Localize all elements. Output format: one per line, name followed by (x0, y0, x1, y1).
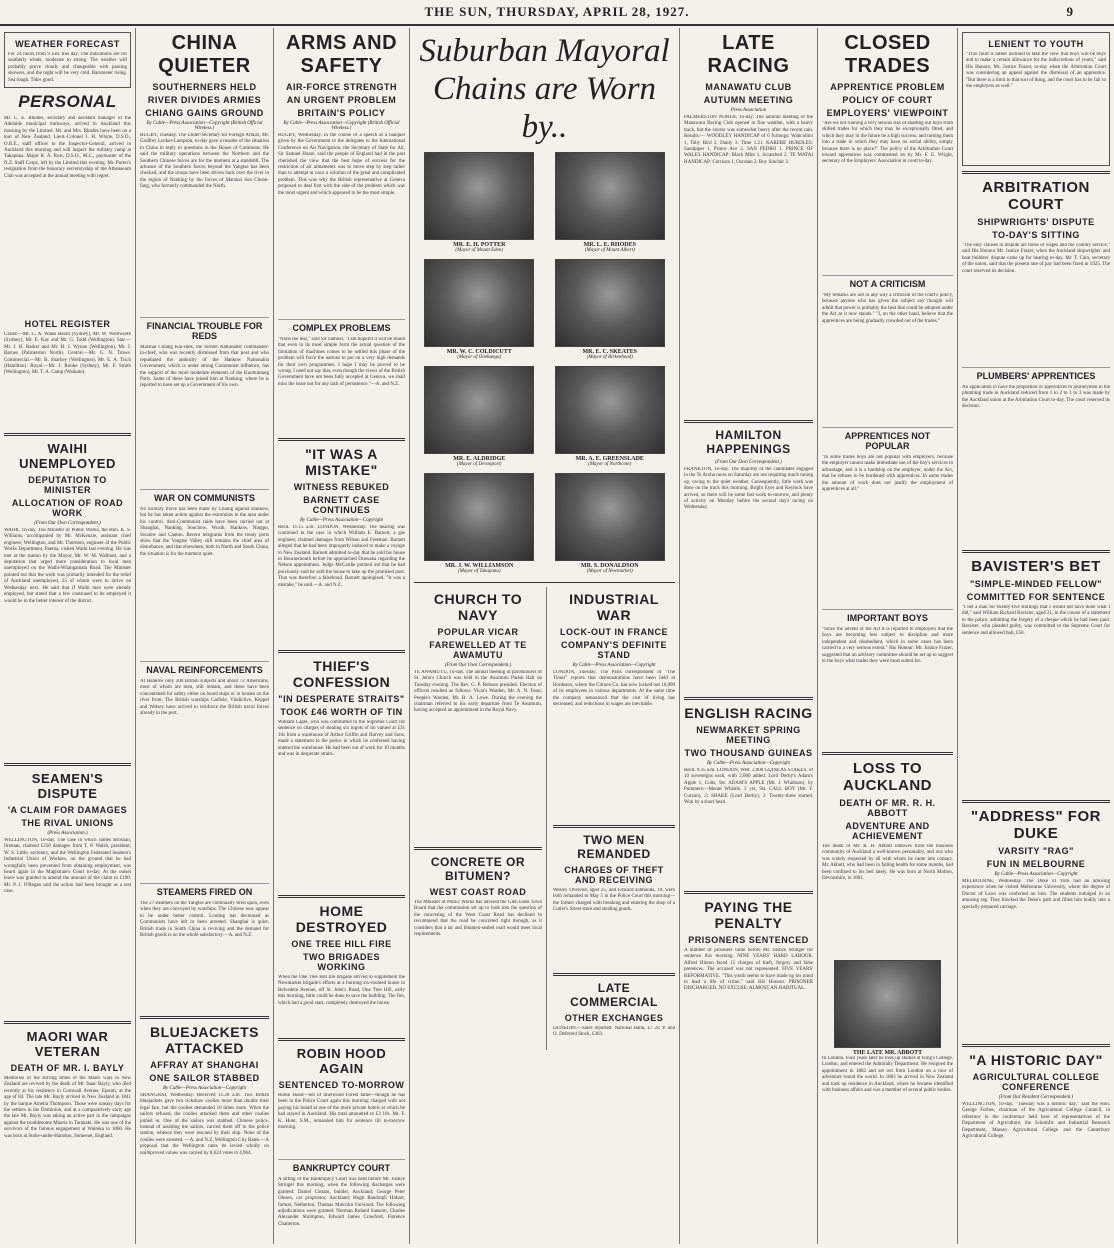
concrete-heading: CONCRETE OR BITUMEN? (430, 855, 526, 883)
closed-subheading2: POLICY OF COURT (842, 95, 933, 105)
mayor-portrait (549, 366, 672, 467)
mayor-photo (424, 259, 534, 347)
baviste-subheading: "SIMPLE-MINDED FELLOW" (969, 579, 1103, 589)
thief-text: William Caple, who was committed to the Supreme Court for sentence on charges of stealing six ingots of tin valued at £31 10s from a warehouse of Arthur Griffin and Harvey and Sons, made a statement to the police in which he confessed having entered the warehouse. He had been out of work for 10 months and was in desperate straits. (278, 720, 405, 758)
china-subheading3: CHIANG GAINS GROUND (145, 108, 264, 118)
baviste-subheading2: COMMITTED FOR SENTENCE (966, 592, 1106, 602)
mayor-place: (Mayor of Onehunga) (457, 355, 502, 360)
racing-byline: Press Association (730, 108, 767, 113)
plumbers-heading: PLUMBERS' APPRENTICES (962, 367, 1110, 381)
mayor-place: (Mayor of Devonport) (457, 462, 502, 467)
waihi-subheading: DEPUTATION TO MINISTER (28, 475, 107, 496)
china-text: RUGBY, Tuesday. The Under-Secretary for Foreign Affairs, Mr. Godfrey Locker-Lampson, to-day gave a resume of the situation in China in reply to questions in the House of Commons. He said the military operations between the Northern and the Southern Chinese forces are for the moment at a standstill. The advance of the Southern forces beyond the Yangtse has been checked, and the troops have been driven back over the river in the region of Nanking by the forces of Marshal Sun Chuan-fang, who formerly commanded the North. (140, 133, 269, 190)
mayor-portrait (549, 259, 672, 360)
baviste-heading: BAVISTER'S BET (971, 558, 1101, 575)
mayor-portrait (418, 152, 541, 253)
arms-subheading3: BRITAIN'S POLICY (297, 108, 386, 118)
weather-text: For 24 hours from 9 a.m. this day. The indications are for southerly winds, moderate to strong. The weather will probably prove cloudy and changeable with passing showers, and the night will be very cold. Barometer rising. Sea rough. Tides good. (8, 52, 127, 83)
church-subheading: POPULAR VICAR (437, 627, 519, 637)
historic-byline: (From Our Resident Correspondent.) (998, 1095, 1074, 1100)
duke-heading: "ADDRESS" FOR DUKE (971, 808, 1101, 842)
thief-subheading2: TOOK £46 WORTH OF TIN (280, 707, 403, 717)
column-5 (680, 28, 818, 1244)
communists-text: No military move has been made by Chiang against Hankow, but he has taken action against the extremists in the area under his control. Anti-Communist raids have been carried out at Shanghai, Nanking, Soochow, Wusih, Hankow, Ningpo, Swatow and Canton. Recent telegrams from the treaty ports show that the Yangtse Valley still remains the chief area of disturbance, and that elsewhere, both in North and South China, the situation is for the moment quiet. (140, 507, 269, 557)
mayor-place: (Mayor of Northcote) (588, 462, 632, 467)
duke-subheading: VARSITY "RAG" (998, 846, 1074, 856)
communists-heading: WAR ON COMMUNISTS (140, 489, 269, 503)
criticism-heading: NOT A CRITICISM (822, 275, 953, 289)
feature-right-subcolumn (553, 587, 675, 1050)
column-4-feature (410, 28, 680, 1244)
industrial-text: LONDON, Tuesday. The Paris correspondent of "The Times" reports that demonstrations have been held at Bordeaux, where the Citroen Co. has now locked out 10,000 of its employees in various departments. At the same time the company announced that the cost of living has decreased, and reductions in wages are inevitable. (552, 670, 675, 708)
mistake-text: Recd. 11.15 a.m. LONDON, Wednesday. The hearing was continued in the case in which William E. Barnett, a gas engineer, claimed damages from Wilson and Freeman. Barnett alleged that he had been improperly induced to make a voyage to New Zealand. Barnett admitted to-day that he sold his house in Bournemouth before he approached Orawaka regarding the Nelson appointment. Judge McCardie pointed out that he had previously said he sold the house to take up the promised post. That was therefore a falsehood. Barnett apologised. "It was a mistake," he said.—A. and N.Z. (278, 525, 405, 588)
china-subheading2: RIVER DIVIDES ARMIES (147, 95, 262, 105)
historic-heading: "A HISTORIC DAY" (969, 1052, 1103, 1068)
mistake-byline: By Cable—Press Association—Copyright (299, 518, 384, 523)
mistake-subheading: WITNESS REBUKED (293, 482, 390, 492)
mayor-portrait (418, 366, 541, 467)
waihi-subheading2: ALLOCATION OF ROAD WORK (11, 498, 124, 519)
late-commercial-subheading: OTHER EXCHANGES (564, 1013, 664, 1023)
loss-heading: LOSS TO AUCKLAND (843, 760, 932, 794)
criticism-text: "My remarks are not in any way a criticism of the court's policy, because anyone who has given the subject any thought will admit that power is probably the best that could be adopted under the Act as it now stands." "I, on the other hand, believe that the apprentices are being gradually crowded out of the trades." (822, 293, 953, 324)
bankruptcy-heading: BANKRUPTCY COURT (278, 1159, 405, 1173)
seamen-heading: SEAMEN'S DISPUTE (31, 771, 104, 802)
bluejackets-byline: By Cable—Press Association—Copyright (162, 1086, 247, 1091)
waihi-heading: WAIHI UNEMPLOYED (19, 441, 116, 472)
church-heading: CHURCH TO NAVY (433, 591, 523, 623)
home-text: When the One Tree Hill fire brigade arrived to supplement the Newmarket brigade's efforts at a burning six-roomed house in Belvedere Avenue, off St. John's Road, One Tree Hill, early this morning, little could be done to save the building. The fire, which had a good start, completely destroyed the house. (278, 975, 405, 1006)
thief-subheading: "IN DESPERATE STRAITS" (278, 694, 405, 704)
bluejackets-subheading2: ONE SAILOR STABBED (149, 1073, 260, 1083)
english-byline: By Cable—Press Association—Copyright (706, 761, 791, 766)
mayor-photo (555, 152, 665, 240)
abbott-caption: THE LATE MR. ABBOTT (852, 1050, 923, 1056)
mayor-name: MR. E. ALDRIDGE (453, 456, 506, 462)
church-text: TE AWAMUTU, To-day. The annual meeting of parishioners of St. John's Church was held in the Awamutu Parish Hall on Tuesday evening. The Rev. G. P. Robson presided. Election of officers resulted as follows: Vicar's Warden, Mr. A. N. Fenn; People's Warden, Mr. B. A. Lowe. During the evening the chairman referred to his early departure from Te Awamutu, having accepted an appointment in the Royal Navy. (414, 670, 542, 714)
mayor-place: (Mayor of Takapuna) (457, 569, 501, 574)
apprentices-heading: APPRENTICES NOT POPULAR (822, 427, 953, 451)
mistake-subheading2: BARNETT CASE CONTINUES (303, 495, 380, 515)
arms-text: RUGBY, Wednesday. In the course of a speech at a banquet given by the Government to the delegates to the International Conference on Air Navigation, the Secretary of State for Air, Sir Samuel Hoare, said the people of England had in the past cherished the view that the best hope of success for the restriction of air armaments was to move step by step rather than to attempt at once a solution of the great and complicated problem. This was why the British representative at Geneva proposed to deal first with the side of the problem which was the most urgent and which appeared to be the most simple. (278, 133, 405, 196)
robin-text: Robin Hood—not of Sherwood Forest fame—though he has been in the Police Court again this morning charged with not paying his board at one of the more private hotels at which he had stayed in Auckland. His total amounted to £3 10s. Mr. F. K. Hunt, S.M., remanded him for sentence till to-morrow morning. (278, 1093, 405, 1131)
closed-text: "Are we not running a very serious risk of shutting out boys from skilled trades for which they may be exceptionally fitted, and which they may in the future be a high success, and turning them into a trade in which they may have no social ability, simply because there is no place?" The policy of the Arbitration Court toward apprentices was commented on by Mr. F. E. Wright, secretary of the Employers' Association in court to-day. (822, 121, 953, 165)
feature-title: Suburban Mayoral Chains are Worn by.. (419, 33, 670, 145)
mayor-portrait (418, 473, 541, 574)
maori-text: Memories of the stirring times of the Maori wars in New Zealand are revived by the death of Mr. Isaac Bayly, who died recently at his residence in Cornwall Avenue, Epsom, at the age of 84. The late Mr. Bayly arrived in New Zealand in 1841 by the barque Amelia Thompson. Those were uneasy days for the settlers in the Dominion, and at a comparatively early age the late Mr. Bayly was taking an active part in the campaigns against the troublesome Maoris in Taranaki. He was one of the survivors of the famous engagement at Waireka in 1860. He was born at Stoke-under-Hamdon, Somerset, England. (4, 1076, 131, 1139)
waihi-byline: (From Our Own Correspondent.) (34, 521, 101, 527)
home-subheading: ONE TREE HILL FIRE (291, 939, 392, 949)
industrial-byline: By Cable—Press Association—Copyright (572, 663, 656, 668)
arms-byline: By Cable—Press Association—Copyright (British Official Wireless.) (283, 121, 400, 131)
mayor-place: (Mayor of Mount Albert) (584, 248, 635, 253)
important-text: "Since the advent of the Act it is reported to employers that the boys are becoming less subject to discipline and more independent and disobedient, which in some cases has been carried to a very serious extent." His Honour: Mr. Justice Frazer, suggested that an advisory committee should be set up to suggest to the boys what trades they were most suited for. (822, 627, 953, 665)
robin-subheading: SENTENCED TO-MORROW (278, 1080, 405, 1090)
mayor-name: MR. S. DONALDSON (580, 563, 639, 569)
mayor-photo (424, 366, 534, 454)
arbitration-heading: ARBITRATION COURT (982, 179, 1090, 213)
two-men-text: Wesley Overend, aged 25, and Edward Edmonds, 19, were both remanded to May 5 in the Police Court this morning—the former charged with breaking and entering the shop of a Cutler's Street store and stealing goods. (552, 888, 675, 913)
two-men-subheading: CHARGES OF THEFT AND RECEIVING (564, 865, 664, 885)
column-1 (0, 28, 136, 1244)
lenient-box (962, 32, 1110, 166)
mayor-place: (Mayor of Mount Eden) (455, 248, 504, 253)
mayor-photo (555, 473, 665, 561)
hamilton-heading: HAMILTON HAPPENINGS (706, 428, 791, 456)
arbitration-text: "The only clauses in dispute are those of wages and the country service," said His Honour Mr. Justice Frazer, when the Auckland shipwrights' and boat builders' dispute came up for hearing to-day. Mr. T. Cain, secretary of the union, said that the present rate of pay had been fixed in 1925. The court reserved its decision. (962, 243, 1110, 274)
steamers-heading: STEAMERS FIRED ON (140, 883, 269, 897)
lenient-heading: LENIENT TO YOUTH (988, 39, 1084, 49)
bluejackets-subheading: AFFRAY AT SHANGHAI (150, 1060, 259, 1070)
penalty-text: A number of prisoners came before Mr. Justice Stringer for sentence this morning. NINE YEARS' HARD LABOUR. Alfred Hinton faced 15 charges of theft, forgery and false pretences. The accused was not represented. FIVE YEARS' REFORMATIVE. "This youth seems to have made up his mind to lead a life of crime," said His Honour. PRISONER DISCHARGED. NO EXCUSE. ALMOST AN HABITUAL. (684, 948, 813, 992)
mayor-photo (555, 259, 665, 347)
abbott-photo (834, 960, 941, 1048)
seamen-subheading: 'A CLAIM FOR DAMAGES (7, 805, 128, 816)
penalty-subheading: PRISONERS SENTENCED (688, 935, 809, 945)
arms-subheading2: AN URGENT PROBLEM (286, 95, 397, 105)
arbitration-subheading: SHIPWRIGHTS' DISPUTE (977, 217, 1095, 227)
page-number: 9 (1066, 4, 1074, 19)
loss-subheading2: ADVENTURE AND ACHIEVEMENT (845, 821, 930, 841)
english-text: Recd. 9.35 a.m. LONDON, Wed. 2,000 GUINEAS STAKES, of 10 sovereigns each, with 2,000 added. Lord Derby's Adam's Apple 1, Colts, 9st. ADAM'S APPLE (Mr. J. Whitburn), by Pommern—Mount Whistle, 3 yrs, 9st. CALL BOY (Mr. F. Curzon), 2; SHAKE (Lord Derby), 3. Twenty-three started. Won by a short head. (684, 768, 813, 806)
late-commercial-heading: LATE COMMERCIAL (570, 981, 658, 1009)
china-heading: CHINA QUIETER (158, 32, 251, 77)
racing-subheading2: AUTUMN MEETING (703, 95, 794, 105)
loss-text: The death of Mr. R. H. Abbott removes from the business community of Auckland a well-known personality, and one who was widely respected by all with whom he came into contact. Mr. Abbott, who had been in failing health for some months, had been confined to his bed lately. He was born at North Molton, Devonshire, in 1861. (822, 844, 953, 882)
home-subheading2: TWO BRIGADES WORKING (303, 952, 380, 972)
hamilton-text: FRANKTON, To-day. The majority of the candidates engaged in the Te Aroha races on Saturday are not requiring much tuning up, owing to the quiet weather. Consequently, little work was done on the track this morning. Bright Eyes and Keylock have arrived, so there will be some fast work to-morrow, and plenty of activity on Monday before the second day's racing on Wednesday. (684, 467, 813, 511)
duke-byline: By Cable—Press Association—Copyright (994, 872, 1078, 877)
masthead-title: THE SUN, THURSDAY, APRIL 28, 1927. (424, 4, 690, 19)
mayor-name: MR. J. W. WILLIAMSON (445, 563, 514, 569)
complex-text: "None the less," said Sir Samuel, "I am hopeful it will be found that even in its most simple form the actual question of the limitation of machines comes to be settled this phase of the problem will force the nations to put on a very high demands for their own programmes. I hope I may be proved to be wrong. I need not say that, even though the views of the British Government have not been fully accepted at Geneva, we shall miss the issue not for any lack of persistence."—A. and N.Z. (278, 337, 405, 387)
mayor-photo (555, 366, 665, 454)
baviste-text: "I bet a man for twenty-five shillings that I would not have done what I did," said William Richard Bavister, aged 21, in the course of a statement to the police, admitting the forgery of a cheque which he had been paid. Bavister, who pleaded guilty, was committed to the Supreme Court for sentence and allowed bail, £50. (962, 605, 1110, 636)
weather-heading: WEATHER FORECAST (15, 39, 120, 49)
racing-heading: LATE RACING (707, 32, 790, 77)
bluejackets-text: SHANGHAI, Wednesday. Received 11.20 a.m. Two British bluejackets gave two rickshaw coolies more than double their legal fare, but the coolies demanded 10 times more. When the sailors refused, the coolies attacked them and other coolies joined in. One of the sailors was stabbed. Chinese police, instead of assisting the sailors, carried them off to the police station, whence they were rescued by their ship. None of the coolies were arrested. —A. and N.Z. Wellington City Rates.—A proposal that the Wellington rates be levied wholly on unimproved values was carried by 8,624 votes to 4,964. (140, 1093, 269, 1156)
mayor-place: (Mayor of Newmarket) (586, 569, 633, 574)
closed-subheading3: EMPLOYERS' VIEWPOINT (826, 108, 949, 118)
china-subheading: SOUTHERNERS HELD (152, 82, 257, 92)
english-subheading: NEWMARKET SPRING MEETING (696, 725, 801, 745)
mayor-name: MR. E. C. SKEATES (582, 349, 638, 355)
finance-text: Marshal Chiang Kai-shek, the former Nationalist commander-in-chief, who was recently dismissed from that post and who repudiated the authority of the Hankow Nationalist Government, which is under strong Communist influence, has the support of the more moderate elements of the Kuomintang Party. Some of these have joined him at Nanking, where he is reported to have set up a Government of his own. (140, 345, 269, 389)
mayor-portrait (418, 259, 541, 360)
column-3 (274, 28, 410, 1244)
naval-heading: NAVAL REINFORCEMENTS (140, 661, 269, 675)
industrial-subheading2: COMPANY'S DEFINITE STAND (560, 640, 667, 660)
hotel-heading: HOTEL REGISTER (24, 319, 111, 330)
church-subheading2: FAREWELLED AT TE AWAMUTU (429, 640, 527, 660)
feature-left-subcolumn (414, 587, 547, 1050)
thief-heading: THIEF'S CONFESSION (292, 658, 391, 690)
concrete-subheading: WEST COAST ROAD (429, 887, 527, 897)
mayor-name: MR. E. H. POTTER (453, 242, 506, 248)
two-men-heading: TWO MEN REMANDED (577, 833, 651, 861)
china-byline: By Cable—Press Association—Copyright (British Official Wireless.) (146, 121, 263, 131)
naval-text: At Hankow only 200 British subjects and about 72 Americans, most of whom are men, still remain, and these have been concentrated for safety either on board ships or in houses on the river front. The British warships Carlisle, Vindictive, Keppel and Wolsey have arrived to reinforce the British naval forces already in the port. (140, 679, 269, 717)
abbott-text: In London. Four years later he took up studies at King's College, London, and entered the Admiralty Department. He resigned the appointment in 1882 and set out from London on a tour of adventure round the world. In 1883 he arrived in New Zealand and took up residence in Auckland, where he became identified with business affairs and was a member of several public bodies. (822, 1056, 953, 1094)
historic-subheading: AGRICULTURAL COLLEGE CONFERENCE (972, 1072, 1100, 1092)
arms-subheading: AIR-FORCE STRENGTH (286, 82, 397, 92)
lenient-text: "This court is rather inclined to take the view that boys will be boys and to make a certain allowance for the indiscretions of youth," said His Honour, Mr. Justice Frazer, to-day when the Arbitration Court was considering an appeal against the dismissal of an apprentice. "But there is a limit to that sort of thing, and the court has to be fair to the employers as well." (966, 52, 1106, 90)
duke-text: MELBOURNE, Wednesday. The Duke of York had an amusing experience when he visited Melbourne University, where the degree of Doctor of Laws was conferred on him. The students indulged in an amusing rag. They blocked the Duke's path and filled him bodily into a specially prepared carriage. (962, 879, 1110, 910)
racing-subheading: MANAWATU CLUB (705, 82, 792, 92)
industrial-subheading: LOCK-OUT IN FRANCE (559, 627, 668, 637)
complex-heading: COMPLEX PROBLEMS (278, 319, 405, 333)
steamers-text: The 27 steamers on the Yangtse are continually fired upon, even when they are convoyed by warships. The Chinese now appear to be under better control. Looting has decreased as Communists have left or been arrested. Shanghai is quiet. British trade in South China is reviving and the demand for British goods is on the whole satisfactory.—A. and N.Z. (140, 901, 269, 939)
mayor-name: MR. A. E. GREENSLADE (575, 456, 644, 462)
masthead (0, 0, 1114, 26)
mayor-photo (424, 152, 534, 240)
mistake-heading: "IT WAS A MISTAKE" (305, 446, 378, 478)
personal-heading: PERSONAL (18, 92, 117, 112)
industrial-heading: INDUSTRIAL WAR (569, 591, 659, 623)
bankruptcy-text: A sitting of the Bankruptcy Court was held before Mr. Justice Stringer this morning, when the following discharges were granted: Daniel Cottam, builder, Auckland; George Peter Olesen, car proprietor, Auckland; Hugh Randolph Hobart, farmer, Netherton; Thomas Malcolm Forwood. The following adjudications were granted: Norman Roland Sansom, Charles Alexander Shrimpton, Edward James Crawford, Florence Chatterton. (278, 1177, 405, 1227)
finance-heading: FINANCIAL TROUBLE FOR REDS (140, 317, 269, 341)
hotel-text: Grand.—Mr. C. A. Wales Beard (Sydney), Mr. W. Wentworth (Sydney), Mr. E. Kay and Mr. G. Todd (Wellington). Star.—Mr. J. H. Barker and Mr. H. J. Wynne (Wellington), Mr. J. Barnes (Palmerston North). Central.—Mr. G. N. Trowe. Commercial.—Mr. R. Sharkey (Wellington), Mr. E. A. Tisch (Hamilton). Royal.—Mr. J. Rooke (Sydney), Mr. F. Smith (Wellington), Mr. T. A. Camp (Waikato). (4, 332, 131, 376)
closed-subheading: APPRENTICE PROBLEM (830, 82, 945, 92)
bluejackets-heading: BLUEJACKETS ATTACKED (150, 1024, 259, 1056)
mayor-photo (424, 473, 534, 561)
robin-heading: ROBIN HOOD AGAIN (296, 1046, 387, 1076)
mayor-name: MR. L. E. RHODES (583, 242, 636, 248)
column-6 (818, 28, 958, 1244)
historic-text: WELLINGTON, To-day. "Tuesday was a historic day," said the Hon. George Forbes, chairman of the Agricultural College Council, in reference to the conference held here of representatives of the Department of Agriculture, the Scientific and Industrial Research Department, Massey Agricultural College and the Canterbury Agricultural College. (962, 1102, 1110, 1140)
seamen-subheading2: THE RIVAL UNIONS (21, 818, 114, 829)
personal-text: Mr. C. E. Rhodes, secretary and assistant manager of the Adelaide municipal tramways, arrived in Auckland this morning by the Limited. Mr. and Mrs. Rhodes have been on a tour of New Zealand. Lieut.-Colonel J. H. Whyte, D.S.O., O.B.E., staff officer to the Inspector-General, arrived in Auckland this morning and will inspect the military camp at Takapuna. Major R. A. Row, D.S.O., M.C., paymaster of the N.Z. Staff Corps, left by the Limited this evening. Mr. Porter's resignation from the honorary secretaryship of the Athenaeum Club was accepted at the annual meeting with regret. (4, 116, 131, 179)
hamilton-byline: (From Our Own Correspondent.) (715, 460, 782, 465)
seamen-text: WELLINGTON, To-day. The case in which James Brosnan, fireman, claimed £250 damages from T. P. Walsh, president; W. S. Little, secretary, and the Wellington Federated Seamen's Industrial Union of Workers, on the ground that he had wrongfully been prevented from obtaining employment, was heard again in the Magistrate's Court to-day. At the outset leave was granted to amend the amount of the claim to £100. Mr. P. J. O'Regan said the action had been brought as a test case. (4, 838, 131, 895)
penalty-heading: PAYING THE PENALTY (704, 899, 793, 931)
home-heading: HOME DESTROYED (295, 903, 388, 935)
english-heading: ENGLISH RACING (684, 705, 813, 721)
arbitration-subheading2: TO-DAY'S SITTING (992, 230, 1080, 240)
racing-text: PALMERSTON NORTH, To-day. The autumn meeting of the Manawatu Racing Club opened in fine weather, with a heavy track, but the course was somewhat heavy after the recent rain. Results:— WOODLEY HANDICAP of 6 furlongs: Wahcullini 1, Toby Bird 2, Danly 3. Time 1.21. KARERE HURDLES: Sandpiper 1, Prince Ace 2. SAN PEDRO 1. PRINCE OF WALES HANDICAP: Black Mint 1, Scratched 2. TE MATAI HANDICAP: Corrison 1, Oscotan 2, Boy Sinclair 3. (684, 115, 813, 165)
concrete-text: The Minister of Public Works has advised the Glen Eden Town Board that the commission set up to look into the question of the concreting of the West Coast Road has declined to recommend that the road be concreted right through, as it considers that a tar and bitumen-sealed road would meet local requirements. (414, 900, 542, 938)
maori-subheading: DEATH OF MR. I. BAYLY (10, 1063, 125, 1074)
late-commercial-text: DUNEDIN.—Sales reported: National Bank, £7 2s; P. and O. Deferred Stock, £363. (552, 1026, 675, 1038)
column-7 (958, 28, 1114, 1244)
mayor-place: (Mayor of Birkenhead) (586, 355, 633, 360)
important-heading: IMPORTANT BOYS (822, 609, 953, 623)
closed-heading: CLOSED TRADES (844, 32, 931, 77)
duke-subheading2: FUN IN MELBOURNE (986, 859, 1086, 869)
waihi-text: WAIHI, To-day. The Minister of Public Works, the Hon. K. S. Williams, accompanied by Mr. McKenzie, assistant chief engineer, Wellington, and Mr. Thornton, engineer of the Public Works Department, Paeroa, visited Waihi last evening. He was met at the station by the Mayor, Mr. W. M. Wallnutt, and a deputation that urged more consideration to local men unemployed on the Waihi-Whangamata Road. The Minister pointed out that the work was primarily intended for the relief of Auckland unemployed, 25 of whom were to arrive on Wednesday next. He said that if Waihi men were already employed, but stated that a few continued to be employed it would be in the better interest of the district. (4, 528, 131, 604)
church-byline: (From Our Own Correspondent.) (444, 663, 512, 668)
plumbers-text: An application to have the proportion of apprentices to journeymen in the plumbing trade in Auckland reduced from 1 to 2 to 1 to 3 was made by the Auckland union at the Arbitration Court to-day. The court reserved its decision. (962, 385, 1110, 410)
apprentices-text: "In some trades boys are not popular with employers, because the employer cannot make immediate use of the boy's services to advantage, and it is a hardship on the employer, under the Act, that he refuses to be burdened with apprentices. In some trades the amount of work does not justify the employment of apprentices at all." (822, 455, 953, 493)
mayor-portrait (549, 473, 672, 574)
mayor-photos (414, 152, 675, 574)
weather-box (4, 32, 131, 88)
column-2 (136, 28, 274, 1244)
mayor-name: MR. W. C. COLDICUTT (446, 349, 512, 355)
english-subheading2: TWO THOUSAND GUINEAS (684, 748, 813, 758)
loss-subheading: DEATH OF MR. R. H. ABBOTT (839, 798, 936, 818)
maori-heading: MAORI WAR VETERAN (26, 1029, 109, 1060)
mayor-portrait (549, 152, 672, 253)
arms-heading: ARMS AND SAFETY (285, 32, 398, 77)
abbott-portrait (822, 960, 953, 1056)
seamen-byline: (Press Association.) (47, 831, 88, 837)
